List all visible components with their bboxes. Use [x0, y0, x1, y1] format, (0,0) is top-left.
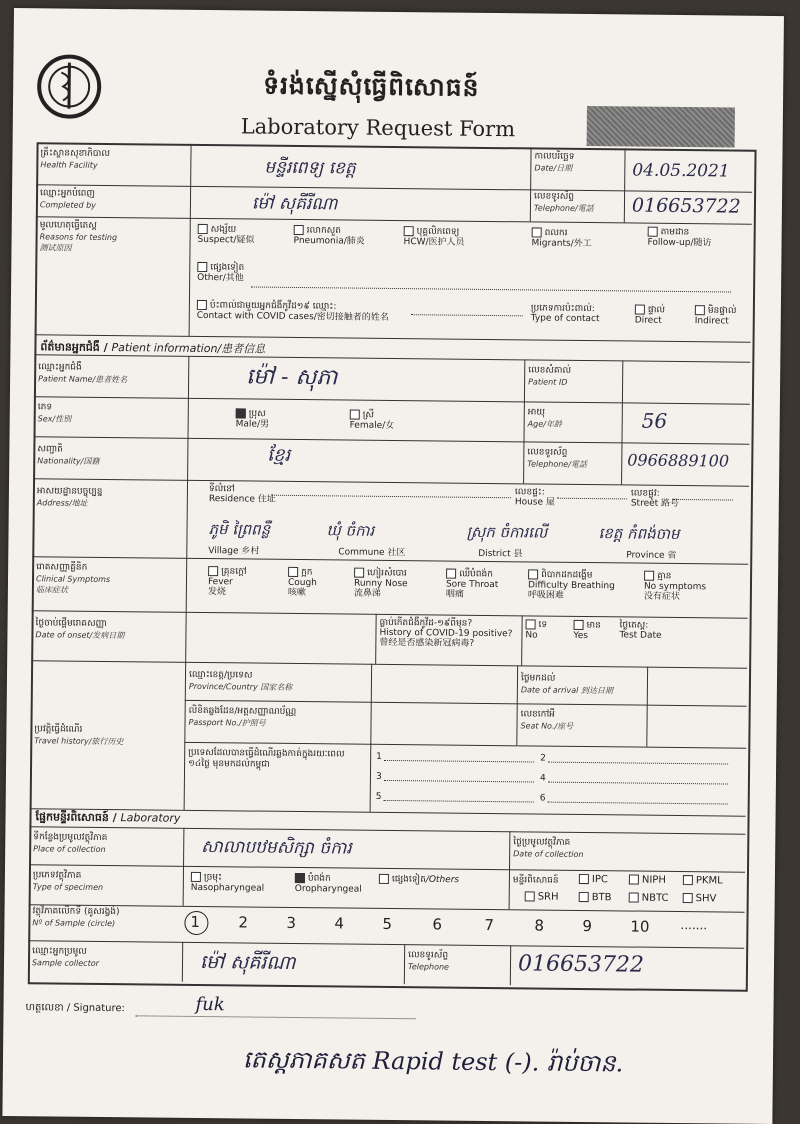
- sample-number-10[interactable]: 10: [630, 917, 650, 936]
- signature-line: [135, 1015, 415, 1019]
- history-yes-option[interactable]: មាន Yes: [573, 620, 601, 641]
- residence-label: ទីលំនៅ Residence 住址: [208, 484, 276, 505]
- redacted-stamp: [587, 106, 735, 148]
- test-date-label: ថ្ងៃតេស្ត: Test Date: [619, 620, 662, 641]
- symptom-sore-throat-option[interactable]: ឈឺបំពង់ក Sore Throat 咽痛: [445, 569, 499, 600]
- commune-label: Commune 社区: [338, 547, 406, 559]
- form-paper: [2, 8, 784, 1124]
- specimen-nasopharyngeal-option[interactable]: ច្រមុះ Nasopharyngeal: [190, 872, 265, 894]
- contact-direct-option[interactable]: ផ្ទាល់ Direct: [634, 305, 666, 326]
- reason-followup-option[interactable]: តាមដាន Follow-up/随访: [647, 227, 712, 248]
- date-value[interactable]: 04.05.2021: [632, 160, 730, 182]
- sample-number-5[interactable]: 5: [382, 914, 393, 934]
- clinical-symptoms-label: រោគសញ្ញាគ្លីនិក Clinical Symptoms 临床症状: [35, 562, 111, 595]
- lab-destination-label: មន្ទីរពិសោធន៍: [512, 875, 559, 886]
- province-value[interactable]: ខេត្ត កំពង់ចាម: [598, 524, 680, 543]
- sample-number-label: វត្ថុវិភាគលើកទី (គូសរង្វង់) Nº of Sample (circle): [32, 906, 120, 929]
- symptom-fever-option[interactable]: គ្រុនក្តៅ Fever 发烧: [207, 566, 247, 597]
- place-of-collection-label: ទីកន្លែងប្រមូលវត្ថុវិភាគ Place of collection: [33, 832, 108, 855]
- street-label: លេខផ្លូវ: Street 路号: [630, 488, 680, 509]
- completed-by-value[interactable]: ម៉ៅ សុគីរីណា: [251, 193, 338, 215]
- sample-number-8[interactable]: 8: [534, 916, 545, 935]
- reason-contact-option[interactable]: ប៉ះពាល់ជាមួយអ្នកជំងឺកូវីដ១៩ ឈ្មោះ: Contact with COVID cases/密切接触者的姓名: [196, 300, 389, 323]
- patient-name-label: ឈ្មោះអ្នកជំងឺ Patient Name/患者姓名: [38, 362, 128, 385]
- lab-btb-option[interactable]: BTB: [579, 892, 612, 903]
- facility-phone-value[interactable]: 016653722: [631, 194, 741, 218]
- covid-history-label: ធ្លាប់កើតជំងឺកូវីដ-១៩ពីមុន? History of COVID-19 positive? 曾经是否感染新冠病毒?: [379, 617, 513, 649]
- sample-number-7[interactable]: 7: [484, 915, 495, 935]
- patient-phone-value[interactable]: 0966889100: [627, 450, 730, 471]
- sample-number-2[interactable]: 2: [238, 913, 249, 932]
- collector-phone-label: លេខទូរស័ព្ទ Telephone: [407, 950, 450, 972]
- commune-value[interactable]: ឃុំ ចំការ: [326, 521, 375, 540]
- travel-history-label: ប្រវត្តិធ្វើដំណើរ Travel history/旅行历史: [34, 724, 124, 747]
- health-facility-label: គ្រឹះស្ថានសុខាភិបាល Health Facility: [40, 148, 111, 170]
- handwritten-result-note: តេស្តភាគសត Rapid test (-). រ៉ាប់ចាន.: [242, 1045, 624, 1078]
- travel-province-label: ឈ្មោះខេត្ត/ប្រទេស Province/Country 国家名称: [188, 669, 293, 692]
- sex-female-option[interactable]: ស្រី Female/女: [349, 410, 395, 431]
- travel-row-3: 3: [375, 771, 382, 782]
- sample-collector-value[interactable]: ម៉ៅ សុគីរីណា: [199, 951, 296, 975]
- symptom-breathing-option[interactable]: ពិបាកដកដង្ហើម Difficulty Breathing 呼吸困难: [527, 570, 615, 601]
- date-of-onset-label: ថ្ងៃចាប់ផ្តើមរោគសញ្ញា Date of onset/发病日期: [35, 618, 125, 641]
- symptom-none-option[interactable]: គ្មាន No symptoms 没有症状: [643, 571, 707, 602]
- history-no-option[interactable]: ទេ No: [525, 620, 548, 641]
- symptom-runny-nose-option[interactable]: ហៀរសំបោរ Runny Nose 流鼻涕: [353, 568, 408, 599]
- village-label: Village 乡村: [208, 546, 260, 557]
- signature-mark[interactable]: fuk: [195, 993, 225, 1016]
- lab-pkml-option[interactable]: PKML: [683, 875, 723, 886]
- sex-label: ភេទ Sex/性别: [37, 402, 72, 424]
- specimen-others-option[interactable]: ផ្សេងទៀត/Others: [379, 874, 459, 885]
- address-label: អាសយដ្ឋានបច្ចុប្បន្ន Address/地址: [36, 486, 103, 508]
- date-of-collection-label: ថ្ងៃប្រមូលវត្ថុវិភាគ Date of collection: [513, 837, 584, 860]
- reasons-label: មូលហេតុធ្វើតេស្ត Reasons for testing 测试原因: [39, 220, 118, 253]
- place-of-collection-value[interactable]: សាលាបឋមសិក្សា ចំការ: [201, 837, 352, 859]
- travel-row-5: 5: [375, 791, 382, 802]
- ministry-logo-icon: [35, 50, 104, 121]
- laboratory-section-title: ផ្នែកមន្ទីរពិសោធន៍ / Laboratory: [35, 810, 181, 825]
- form-title-khmer: ទំរង់ស្នើសុំធ្វើពិសោធន៍: [263, 70, 480, 102]
- lab-nbtc-option[interactable]: NBTC: [629, 892, 669, 903]
- patient-section-title: ព័ត៌មានអ្នកជំងឺ / Patient information/患者信息: [40, 340, 266, 356]
- nationality-value[interactable]: ខ្មែរ: [267, 444, 291, 466]
- nationality-label: សញ្ជាតិ Nationality/国籍: [37, 444, 100, 466]
- passport-label: លិខិតឆ្លងដែន/អត្តសញ្ញាណប័ណ្ណ Passport No./护照号: [188, 705, 297, 728]
- reason-suspect-option[interactable]: សង្ស័យ Suspect/疑似: [197, 224, 255, 246]
- patient-id-label: លេខសំគាល់ Patient ID: [528, 365, 572, 387]
- province-label: Province 省: [626, 550, 677, 561]
- reason-pneumonia-option[interactable]: រលាកសួត Pneumonia/肺炎: [293, 225, 365, 247]
- reason-other-option[interactable]: ផ្សេងទៀត Other/其他: [197, 262, 245, 283]
- lab-ipc-option[interactable]: IPC: [579, 874, 608, 885]
- specimen-oropharyngeal-option[interactable]: បំពង់ក Oropharyngeal: [294, 873, 362, 895]
- health-facility-value[interactable]: មន្ទីរពេទ្យ ខេត្ត: [264, 157, 356, 179]
- contact-indirect-option[interactable]: មិនផ្ទាល់ Indirect: [694, 305, 737, 327]
- symptom-cough-option[interactable]: ក្អក Cough 咳嗽: [287, 567, 317, 598]
- seat-label: លេខកៅអី Seat No./座号: [520, 709, 574, 731]
- travel-row-4: 4: [539, 773, 546, 784]
- reason-hcw-option[interactable]: បុគ្គលិកពេទ្យ HCW/医护人员: [403, 226, 465, 248]
- village-value[interactable]: ភូមិ ព្រៃពន្លឺ: [208, 520, 271, 539]
- type-of-specimen-label: ប្រភេទវត្ថុវិភាគ Type of specimen: [32, 870, 104, 892]
- form-title-english: Laboratory Request Form: [240, 114, 516, 142]
- sex-male-option[interactable]: ប្រុស Male/男: [235, 408, 270, 430]
- signature-label: ហត្ថលេខា / Signature:: [25, 1002, 126, 1015]
- sample-number-9[interactable]: 9: [582, 917, 593, 936]
- arrival-date-label: ថ្ងៃមកដល់ Date of arrival 到达日期: [520, 673, 613, 696]
- district-label: District 县: [478, 548, 523, 560]
- sample-collector-label: ឈ្មោះអ្នកប្រមូល Sample collector: [31, 946, 99, 968]
- date-label: កាលបរិច្ឆេទ Date/日期: [534, 151, 575, 173]
- sample-number-1[interactable]: 1: [190, 912, 201, 931]
- travel-row-6: 6: [539, 793, 546, 804]
- lab-srh-option[interactable]: SRH: [525, 891, 559, 902]
- travel-row-2: 2: [540, 753, 546, 764]
- contact-type-label: ប្រភេទការប៉ះពាល់: Type of contact: [530, 303, 600, 325]
- sample-number-3[interactable]: 3: [286, 913, 297, 933]
- travel-row-1: 1: [376, 751, 382, 762]
- sample-number-more: .......: [680, 918, 708, 933]
- reason-migrants-option[interactable]: ពលករ Migrants/外工: [531, 228, 592, 249]
- patient-name-value[interactable]: ម៉ៅ - សុភា: [246, 364, 338, 391]
- age-value[interactable]: 56: [641, 408, 668, 433]
- collector-phone-value[interactable]: 016653722: [517, 951, 645, 978]
- sample-number-6[interactable]: 6: [432, 915, 443, 934]
- transit-countries-label: ប្រទេសដែលបានធ្វើដំណើរឆ្លងកាត់ក្នុងរយៈពេល ១៤ថ្ងៃ មុនមកដល់កម្ពុជា: [188, 747, 345, 770]
- lab-niph-option[interactable]: NIPH: [629, 874, 666, 885]
- sample-number-4[interactable]: 4: [334, 914, 345, 933]
- age-label: អាយុ Age/年龄: [527, 407, 562, 429]
- facility-phone-label: លេខទូរស័ព្ទ Telephone/電話: [533, 191, 594, 214]
- lab-shv-option[interactable]: SHV: [683, 893, 717, 904]
- patient-phone-label: លេខទូរស័ព្ទ Telephone/電話: [527, 447, 588, 470]
- house-label: លេខផ្ទះ: House 屋: [514, 487, 555, 508]
- district-value[interactable]: ស្រុក ចំការលើ: [466, 522, 548, 542]
- completed-by-label: ឈ្មោះអ្នកបំពេញ Completed by: [39, 188, 96, 210]
